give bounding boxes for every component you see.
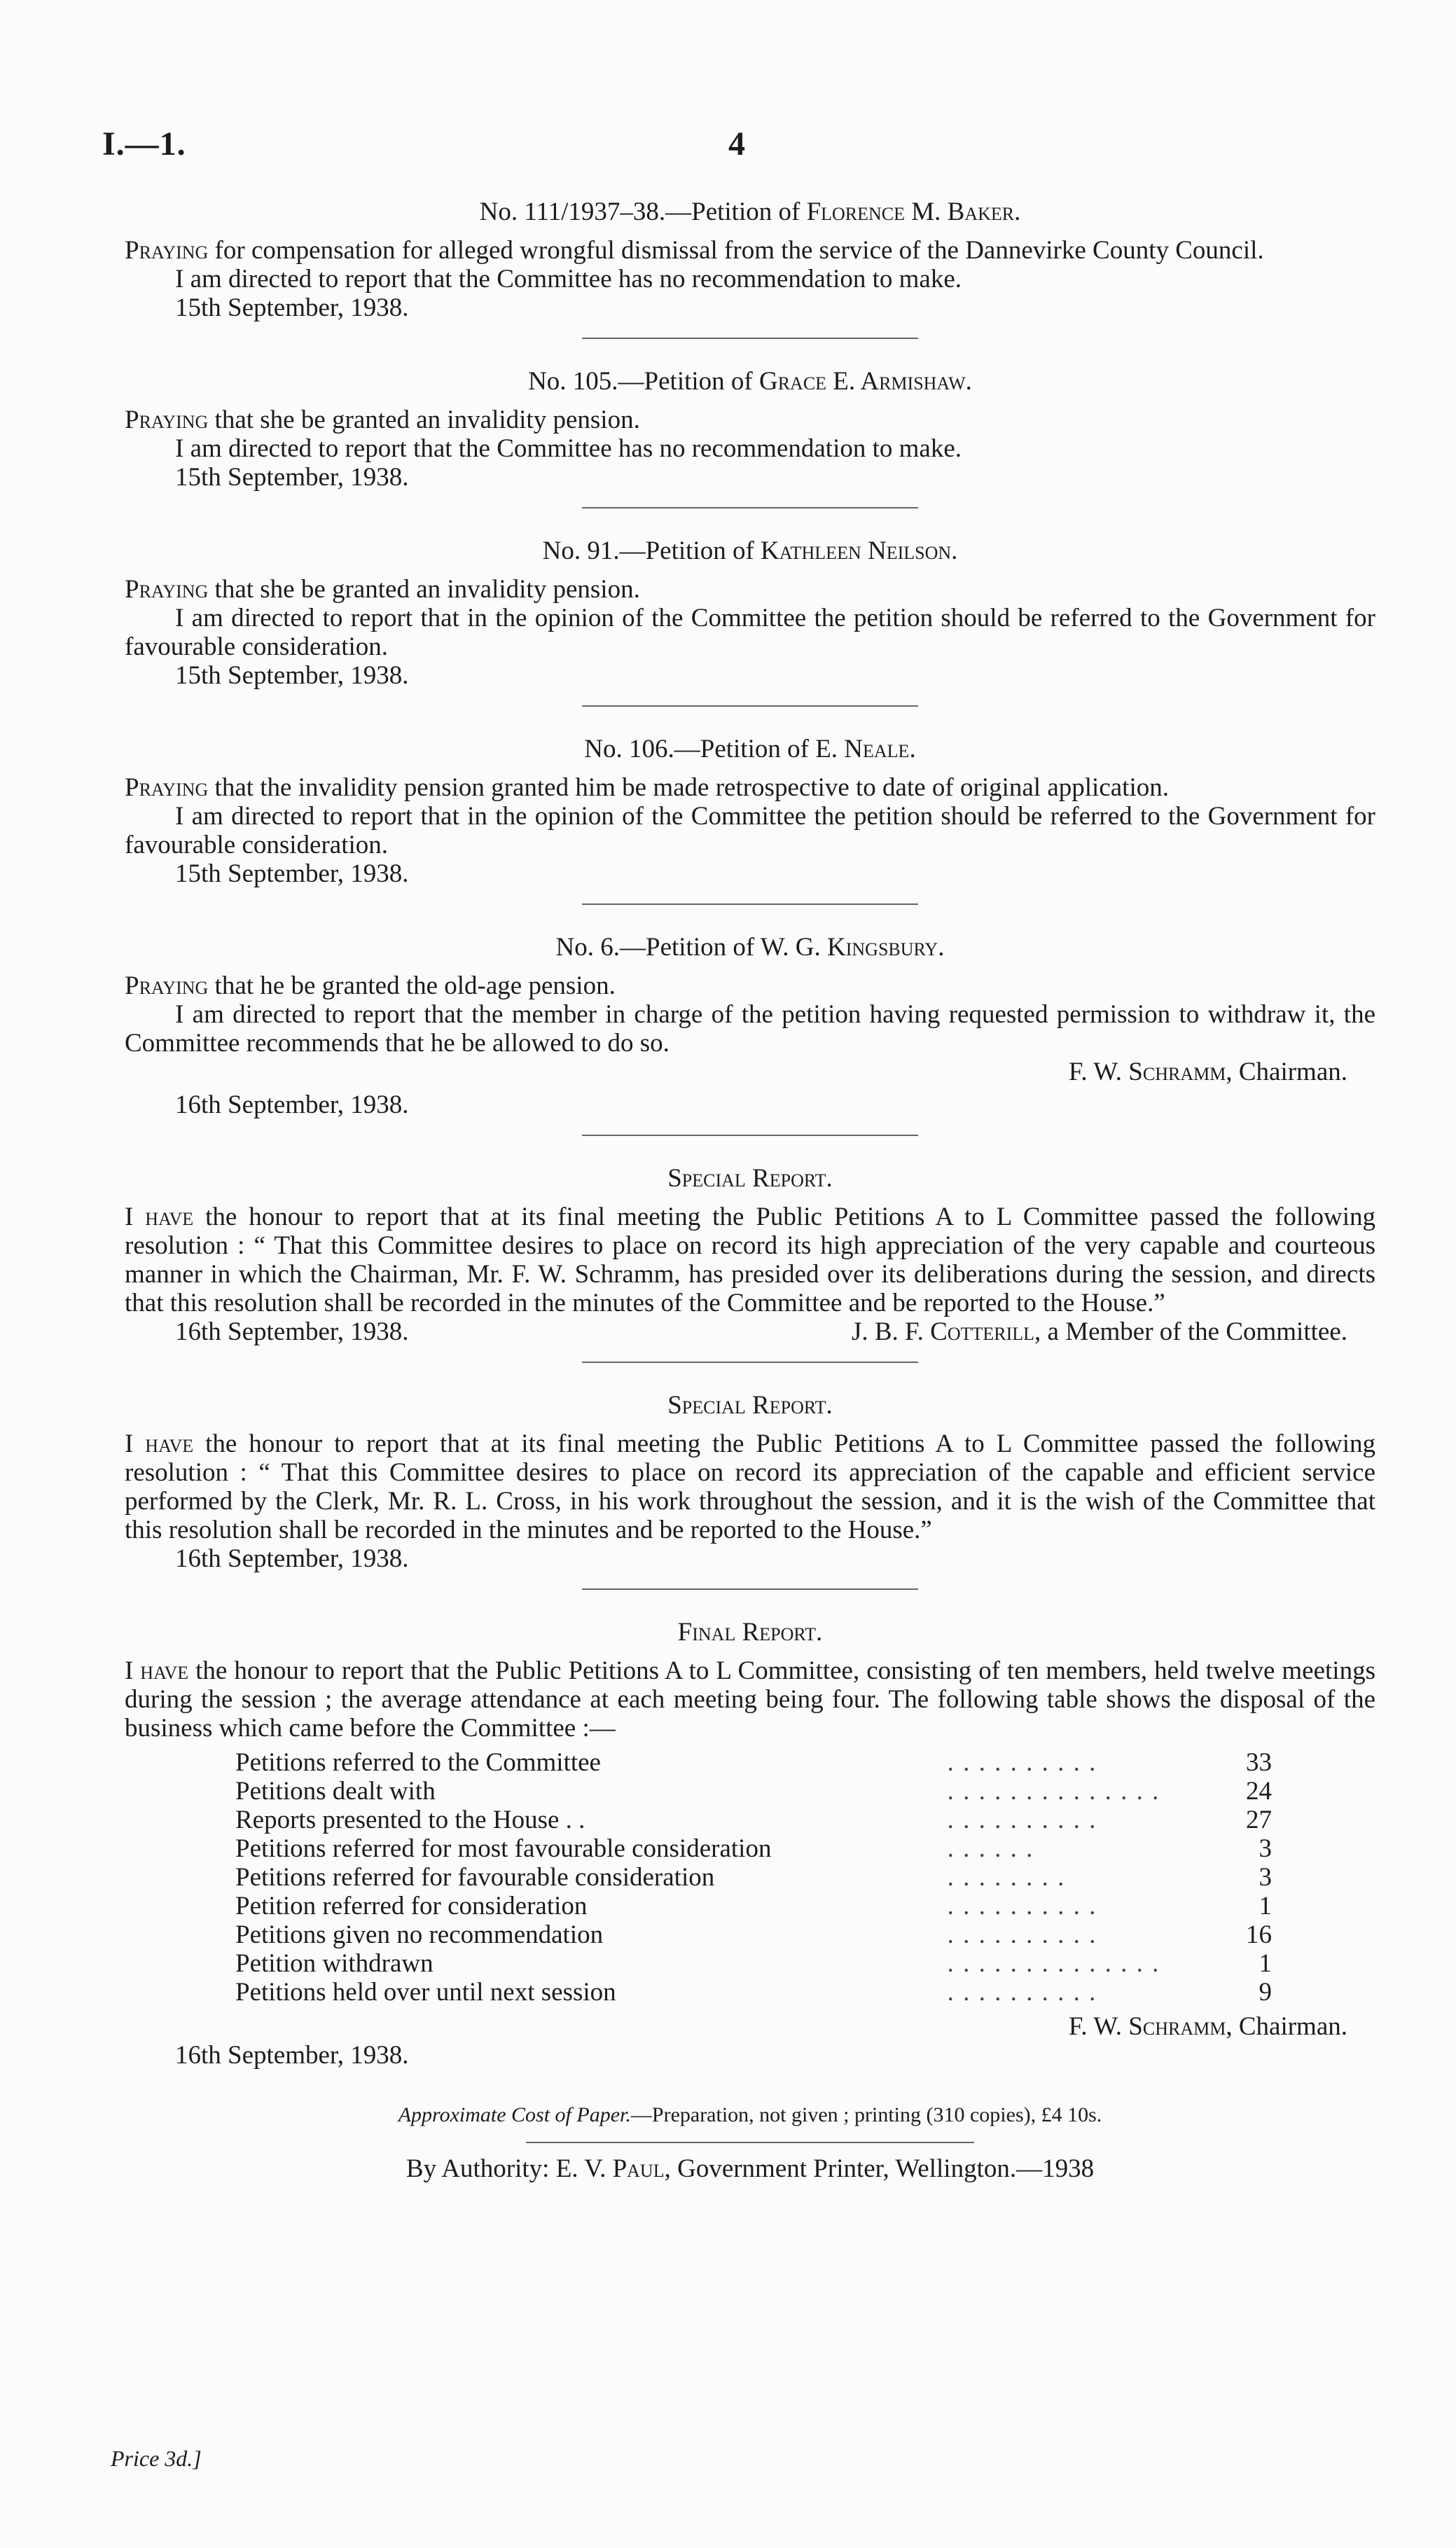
row-label: Petitions referred to the Committee xyxy=(235,1748,601,1777)
special-report-title: Special Report. xyxy=(667,1164,833,1193)
chairman-signature: F. W. Schramm, Chairman. xyxy=(1068,2012,1347,2041)
table-row xyxy=(235,1920,1272,1949)
petitioner-name: Florence M. Baker. xyxy=(806,198,1021,226)
petition-date: 15th September, 1938. xyxy=(175,463,409,492)
row-leader: . . . . . . . . . . xyxy=(947,1748,1097,1777)
section-divider xyxy=(582,903,918,905)
row-leader: . . . . . . . . . . xyxy=(947,1892,1097,1920)
cost-of-paper: Approximate Cost of Paper.—Preparation, not given ; printing (310 copies), £4 10s. xyxy=(398,2103,1102,2126)
row-leader: . . . . . . . . . . xyxy=(947,1920,1097,1949)
row-value: 16 xyxy=(1246,1920,1272,1949)
row-label: Petition withdrawn xyxy=(235,1949,434,1978)
page-number: 4 xyxy=(728,125,745,162)
petitioner-name: Kathleen Neilson. xyxy=(761,536,958,565)
row-label: Petitions dealt with xyxy=(235,1777,436,1806)
row-value: 9 xyxy=(1259,1978,1272,2007)
petition-praying: Praying for compensation for alleged wrongful dismissal from the service of the Dannevirke County Council. xyxy=(125,236,1264,265)
row-label: Petitions referred for most favourable consideration xyxy=(235,1834,772,1863)
petition-6 xyxy=(125,933,1375,1136)
petition-report: I am directed to report that in the opinion of the Committee the petition should be referred to the Government for favourable consideration. xyxy=(125,802,1375,859)
special-report-footer xyxy=(175,1317,1375,1346)
petition-praying: Praying that the invalidity pension granted him be made retrospective to date of original application. xyxy=(125,773,1169,802)
row-label: Petitions given no recommendation xyxy=(235,1920,604,1949)
printer-authority: By Authority: E. V. Paul, Government Printer, Wellington.—1938 xyxy=(405,2154,1095,2183)
petition-title: No. 106.—Petition of E. Neale. xyxy=(584,735,916,763)
table-row xyxy=(235,1863,1272,1892)
table-row xyxy=(235,1978,1272,2007)
petitioner-name: Neale. xyxy=(844,735,916,763)
petition-91 xyxy=(125,536,1375,707)
row-leader: . . . . . . xyxy=(947,1834,1034,1863)
section-divider xyxy=(582,1588,918,1590)
table-row xyxy=(235,1806,1272,1834)
petition-report: I am directed to report that the Committee has no recommendation to make. xyxy=(175,434,962,463)
row-leader: . . . . . . . . . . xyxy=(947,1978,1097,2007)
table-row xyxy=(235,1892,1272,1920)
special-report-body: I have the honour to report that at its final meeting the Public Petitions A to L Committee passed the following resolution : “ That this Committee desires to place on record its appreciation of the capable and efficient service performed by the Clerk, Mr. R. L. Cross, in his work throughout the session, and it is the wish of the Committee that this resolution shall be recorded in the minutes and be reported to the House.” xyxy=(125,1429,1375,1544)
petition-praying: Praying that she be granted an invalidity pension. xyxy=(125,575,640,604)
special-report-title: Special Report. xyxy=(667,1391,833,1420)
row-value: 33 xyxy=(1246,1748,1272,1777)
document-body xyxy=(125,198,1375,2183)
row-label: Petition referred for consideration xyxy=(235,1892,588,1920)
special-report-clerk xyxy=(125,1391,1375,1590)
price-label: Price 3d.] xyxy=(111,2446,202,2471)
final-report-date: 16th September, 1938. xyxy=(175,2041,409,2070)
petition-date: 15th September, 1938. xyxy=(175,661,409,690)
petitioner-name: Kingsbury. xyxy=(827,933,945,962)
petitioner-name: Grace E. Armishaw. xyxy=(758,367,972,396)
row-leader: . . . . . . . . xyxy=(947,1863,1066,1892)
table-row xyxy=(235,1834,1272,1863)
printing-footer xyxy=(125,2100,1375,2183)
row-label: Reports presented to the House . . xyxy=(235,1806,585,1834)
section-divider xyxy=(582,1362,918,1363)
row-value: 3 xyxy=(1259,1863,1272,1892)
petition-report: I am directed to report that the Committee has no recommendation to make. xyxy=(175,265,962,293)
petition-105 xyxy=(125,367,1375,508)
petition-title: No. 91.—Petition of Kathleen Neilson. xyxy=(542,536,958,565)
petition-date: 16th September, 1938. xyxy=(175,1090,409,1119)
row-label: Petitions referred for favourable consideration xyxy=(235,1863,715,1892)
row-value: 1 xyxy=(1259,1949,1272,1978)
petition-title: No. 6.—Petition of W. G. Kingsbury. xyxy=(555,933,945,962)
document-reference: I.—1. xyxy=(102,125,186,162)
row-leader: . . . . . . . . . . . . . . xyxy=(947,1949,1160,1978)
petition-praying: Praying that she be granted an invalidity pension. xyxy=(125,406,640,434)
table-row xyxy=(235,1949,1272,1978)
petition-111 xyxy=(125,198,1375,339)
section-divider xyxy=(582,1135,918,1136)
member-signature: J. B. F. Cotterill, a Member of the Committee. xyxy=(851,1317,1347,1346)
petition-report: I am directed to report that in the opinion of the Committee the petition should be referred to the Government for favourable consideration. xyxy=(125,604,1375,661)
row-leader: . . . . . . . . . . . . . . xyxy=(947,1777,1160,1806)
row-value: 27 xyxy=(1246,1806,1272,1834)
special-report-chairman xyxy=(125,1164,1375,1363)
final-report-body: I have the honour to report that the Public Petitions A to L Committee, consisting of ten members, held twelve meetings during the session ; the average attendance at each meeting being four. The following table shows the disposal of the business which came before the Committee :— xyxy=(125,1656,1375,1743)
petition-praying: Praying that he be granted the old-age pension. xyxy=(125,971,616,1000)
petition-report: I am directed to report that the member in charge of the petition having requested permission to withdraw it, the Committee recommends that he be allowed to do so. xyxy=(125,1000,1375,1058)
petition-title: No. 111/1937–38.—Petition of Florence M. Baker. xyxy=(479,198,1021,226)
section-divider xyxy=(582,338,918,339)
petition-date: 15th September, 1938. xyxy=(175,859,409,888)
special-report-date: 16th September, 1938. xyxy=(175,1544,409,1573)
row-leader: . . . . . . . . . . xyxy=(947,1806,1097,1834)
chairman-signature: F. W. Schramm, Chairman. xyxy=(1068,1058,1347,1086)
final-report-title: Final Report. xyxy=(677,1618,823,1647)
petition-106 xyxy=(125,735,1375,905)
row-label: Petitions held over until next session xyxy=(235,1978,616,2007)
row-value: 24 xyxy=(1246,1777,1272,1806)
petition-title: No. 105.—Petition of Grace E. Armishaw. xyxy=(528,367,972,396)
row-value: 1 xyxy=(1259,1892,1272,1920)
section-divider xyxy=(582,705,918,707)
petition-date: 15th September, 1938. xyxy=(175,293,409,322)
special-report-body: I have the honour to report that at its final meeting the Public Petitions A to L Committee passed the following resolution : “ That this Committee desires to place on record its high appreciation of the very capable and courteous manner in which the Chairman, Mr. F. W. Schramm, has presided over its deliberations during the session, and directs that this resolution shall be recorded in the minutes of the Committee and be reported to the House.” xyxy=(125,1203,1375,1317)
final-report xyxy=(125,1618,1375,2070)
section-divider xyxy=(582,507,918,508)
special-report-date: 16th September, 1938. xyxy=(175,1317,409,1346)
table-row xyxy=(235,1748,1272,1777)
table-row xyxy=(235,1777,1272,1806)
row-value: 3 xyxy=(1259,1834,1272,1863)
disposal-table xyxy=(235,1748,1272,2007)
footer-divider xyxy=(526,2142,974,2143)
